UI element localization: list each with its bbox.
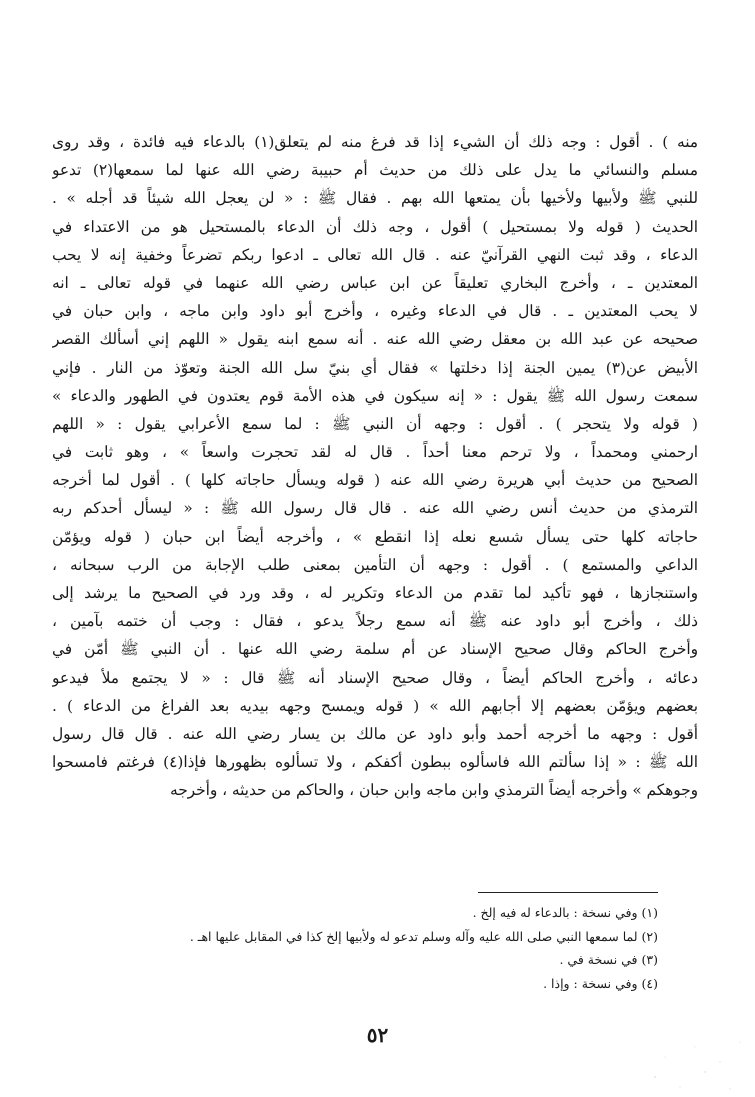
footnotes bbox=[60, 901, 658, 995]
footnote-separator bbox=[478, 892, 658, 893]
text-line: الأبيض عن(٣) يمين الجنة إذا دخلتها » فقال أي بنيّ سل الله الجنة وتعوّذ من النار . فإني bbox=[52, 358, 698, 377]
footnote: (٤) وفي نسخة : وإذا . bbox=[543, 975, 658, 991]
text-line: الدعاء ، وقد ثبت النهي القرآنيّ عنه . قال الله تعالى ـ ادعوا ربكم تضرعاً وخفية إنه لا يحب bbox=[52, 245, 698, 264]
footnote: (١) وفي نسخة : بالدعاء له فيه إلخ . bbox=[472, 905, 658, 920]
text-line: الله ﷺ : « إذا سألتم الله فاسألوه ببطون أكفكم ، ولا تسألوه بظهورها فإذا(٤) فرغتم فامسحوا bbox=[52, 753, 698, 772]
text-line: ارحمني ومحمداً ، ولا ترحم معنا أحداً . قال له لقد تحجرت واسعاً » ، وهو ثابت في bbox=[52, 443, 698, 462]
text-line: واستنجازها ، فهو تأكيد لما تقدم من الدعاء وتكرير له ، وقد ورد في الصحيح ما يرشد إلى bbox=[52, 584, 698, 602]
text-line: منه ) . أقول : وجه ذلك أن الشيء إذا قد فرغ منه لم يتعلق(١) بالدعاء فيه فائدة ، وقد روى bbox=[52, 133, 698, 151]
footnote: (٢) لما سمعها النبي صلى الله عليه وآله وسلم تدعو له ولأبيها إلخ كذا في المقابل عليها اهـ . bbox=[189, 928, 658, 944]
text-line: الحديث ( قوله ولا بمستحيل ) أقول ، وجه ذلك أن الدعاء بالمستحيل هو من الاعتداء في bbox=[52, 217, 698, 236]
text-line: مسلم والنسائي ما يدل على ذلك من حديث أم حبيبة رضي الله عنها لما سمعها(٢) تدعو bbox=[52, 161, 698, 180]
text-line: للنبي ﷺ ولأبيها ولأخيها بأن يمتعها الله بهم . فقال ﷺ : « لن يعجل الله شيئاً قد أجله » . bbox=[52, 189, 698, 208]
page-number: ٥٢ bbox=[366, 1023, 389, 1047]
text-line: وجوهكم » وأخرجه أيضاً الترمذي وابن ماجه وابن حبان ، والحاكم من حديثه ، وأخرجه bbox=[170, 781, 698, 800]
text-line: سمعت رسول الله ﷺ يقول : « إنه سيكون في هذه الأمة قوم يعتدون في الطهور والدعاء » bbox=[52, 386, 698, 405]
text-line: لا يحب المعتدين ـ . قال في الدعاء وغيره ، وأخرج أبو داود وابن ماجه ، وابن حبان في bbox=[52, 302, 698, 321]
text-line: أقول : وجهه ما أخرجه أحمد وأبو داود عن مالك بن يسار رضي الله عنه . قال قال رسول bbox=[52, 724, 698, 743]
text-line: صحيحه عن عبد الله بن معقل رضي الله عنه . أنه سمع ابنه يقول « اللهم إني أسألك القصر bbox=[52, 330, 698, 349]
text-line: دعائه ، وأخرج الحاكم أيضاً ، وقال صحيح الإسناد أنه ﷺ قال : « لا يجتمع ملأ فيدعو bbox=[52, 668, 698, 687]
text-line: بعضهم ويؤمّن بعضهم إلا أجابهم الله » ( قوله ويمسح وجهه بيديه بعد الفراغ من الدعاء ) . bbox=[52, 696, 698, 715]
text-line: وأخرج الحاكم وقال صحيح الإسناد عن أم سلمة رضي الله عنها . أن النبي ﷺ أمّن في bbox=[52, 640, 698, 659]
text-line: حاجاته كلها حتى يسأل شسع نعله إذا انقطع » ، وأخرجه أيضاً ابن حبان ( قوله ويؤمّن bbox=[52, 527, 698, 546]
footnote: (٣) في نسخة في . bbox=[559, 952, 658, 967]
text-line: الصحيح من حديث أبي هريرة رضي الله عنه ( قوله ويسأل حاجاته كلها ) . أقول لما أخرجه bbox=[52, 471, 698, 490]
text-line: ( قوله ولا يتحجر ) . أقول : وجهه أن النبي ﷺ : لما سمع الأعرابي يقول : « اللهم bbox=[52, 414, 698, 433]
main-text-block bbox=[52, 128, 698, 805]
text-line: المعتدين ـ ، وأخرج البخاري تعليقاً عن ابن عباس رضي الله عنهما في قوله تعالى ـ انه bbox=[52, 273, 698, 292]
text-line: الداعي والمستمع ) . أقول : وجهه أن التأمين بمعنى طلب الإجابة من الرب سبحانه ، bbox=[52, 555, 698, 574]
text-line: ذلك ، وأخرج أبو داود عنه ﷺ أنه سمع رجلاً يدعو ، فقال : وجب أن ختمه بآمين ، bbox=[52, 612, 698, 631]
text-line: الترمذي من حديث أنس رضي الله عنه . قال قال رسول الله ﷺ : « ليسأل أحدكم ربه bbox=[52, 499, 698, 518]
